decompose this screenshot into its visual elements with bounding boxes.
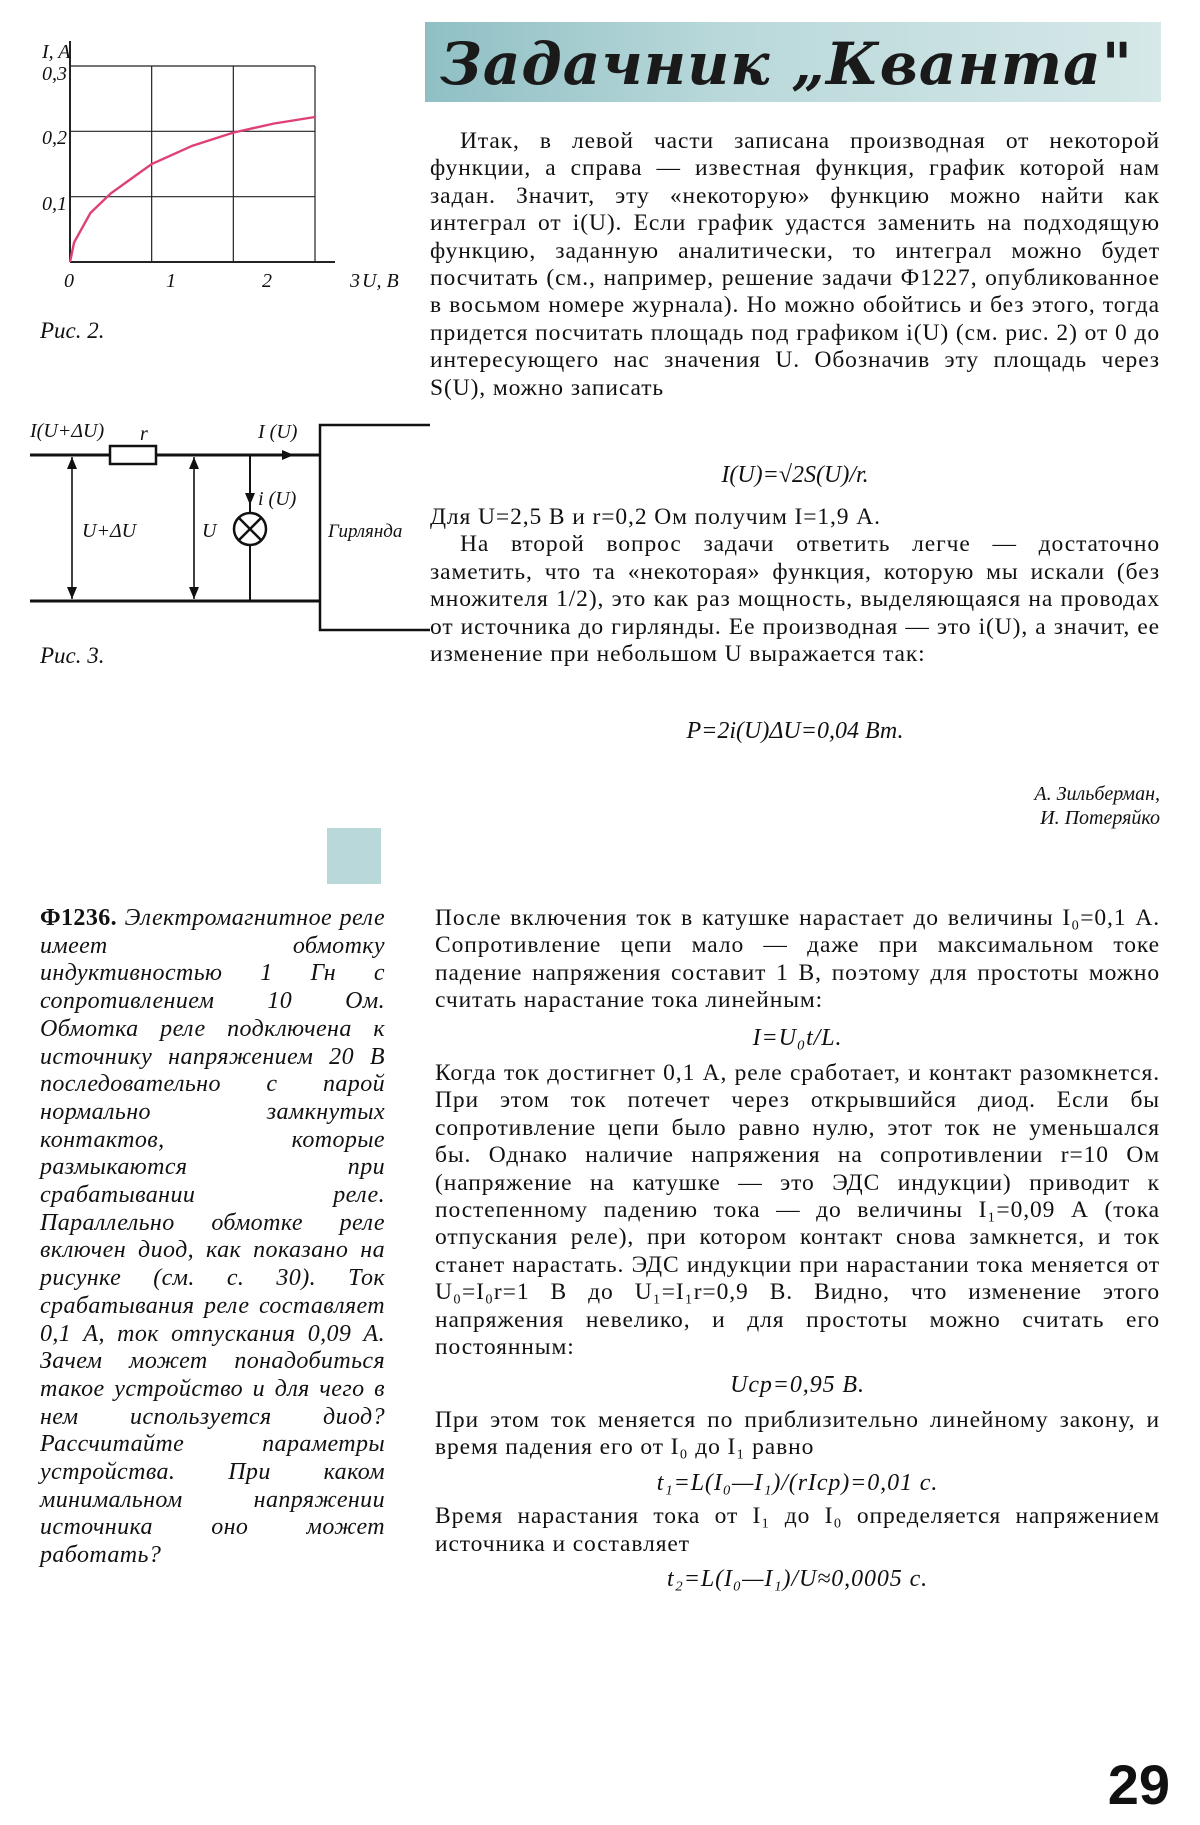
solution-2-paragraph: Когда ток достигнет 0,1 А, реле сработает, и контакт разомкнется. При этом ток потечет через открывшийся диод. Если бы сопротивление цепи было равно нулю, этот ток не уменьшался бы. Однако наличие напряжения на сопротивлении r=10 Ом (напряжение на катушке — это ЭДС индукции) приводит к постепенному падению тока — до величины I₁=0,09 А (тока отпускания реле), при котором контакт снова замкнется, и ток станет нарастать. ЭДС индукции при нарастании тока меняется от U₀=I₀r=1 В до U₁=I₁r=0,9 В. Видно, что изменение этого напряжения невелико, и для простоты можно считать его постоянным:: [435, 1060, 1160, 1361]
problem-number: Ф1236.: [40, 905, 118, 931]
formula-t1: t₁=L(I₀—I₁)/(rIср)=0,01 с.: [656, 1469, 939, 1496]
solution-1-result: [430, 504, 1160, 668]
label-lamp-current: i (U): [258, 488, 297, 510]
label-voltage: U: [202, 520, 217, 542]
figure-2-caption: Рис. 2.: [40, 318, 105, 343]
problem-f1236: [40, 905, 385, 1570]
formula-current: I(U)=√2S(U)/r.: [721, 462, 869, 488]
resistor-r: [110, 446, 156, 464]
decorative-square: [327, 828, 381, 884]
current-arrow-icon: [245, 493, 255, 505]
formula-linear-current: I=U₀t/L.: [752, 1024, 843, 1051]
solution-2-paragraph: После включения ток в катушке нарастает до величины I₀=0,1 А. Сопротивление цепи мало — даже при максимальном токе падение напряжения составит 1 В, поэтому для простоты можно считать нарастание тока линейным:: [435, 905, 1160, 1014]
authors: [800, 782, 1160, 830]
author-name: И. Потеряйко: [1040, 807, 1160, 829]
origin-label: 0: [64, 270, 74, 292]
x-tick-label: 3: [350, 270, 360, 292]
y-tick-label: 0,2: [42, 127, 67, 149]
section-title: Задачник „Кванта": [440, 30, 1133, 98]
x-tick-label: 2: [262, 270, 272, 292]
solution-1-paragraph: На второй вопрос задачи ответить легче — достаточно заметить, что та «некоторая» функция, которую мы искали (без множителя 1/2), это как раз мощность, выделяющаяся на проводах от источника до гирлянды. Ее производная — это i(U), а значит, ее изменение при небольшом U выражается так:: [430, 531, 1160, 668]
y-tick-label: 0,1: [42, 193, 67, 215]
formula-t2: t₂=L(I₀—I₁)/U≈0,0005 с.: [666, 1565, 929, 1592]
label-current: I (U): [258, 421, 298, 443]
solution-1-paragraph: Итак, в левой части записана производная от некоторой функции, а справа — известная функция, график которой нам задан. Значит, эту «некоторую» функцию можно найти как интеграл от i(U). Если график удастся заменить на подходящую функцию, заданную аналитически, то интеграл можно будет посчитать (см., например, решение задачи Ф1227, опубликованное в восьмом номере журнала). Но можно обойтись и без этого, тогда придется посчитать площадь под графиком i(U) (см. рис. 2) от 0 до интересующего нас значения U. Обозначив эту площадь через S(U), можно записать: [430, 128, 1160, 401]
figure-3-caption: Рис. 3.: [40, 643, 105, 668]
label-garland: Гирлянда: [328, 521, 403, 542]
current-arrow-icon: [282, 450, 294, 460]
solution-1-text: [430, 128, 1160, 402]
figure-2-graph: [40, 30, 420, 340]
page-number: 29: [1107, 1753, 1170, 1816]
current-voltage-curve: [70, 117, 315, 262]
solution-2-paragraph: Время нарастания тока от I₁ до I₀ определяется напряжением источника и составляет: [435, 1503, 1160, 1557]
graph-grid: [70, 41, 335, 262]
label-resistor: r: [140, 423, 148, 445]
author-name: А. Зильберман,: [1034, 783, 1160, 805]
problem-text: Электромагнитное реле имеет обмотку индуктивностью 1 Гн с сопротивлением 10 Ом. Обмотка реле подключена к источнику напряжением 20 В последовательно с парой нормально замкнутых контактов, которые размыкаются при срабатывании реле. Параллельно обмотке реле включен диод, как показано на рисунке (см. с. 30). Ток срабатывания реле составляет 0,1 А, ток отпускания 0,09 А. Зачем может понадобиться такое устройство и для чего в нем используется диод? Рассчитайте параметры устройства. При каком минимальном напряжении источника оно может работать?: [40, 905, 385, 1569]
x-axis-label: U, B: [362, 270, 399, 292]
y-axis-label: I, A: [42, 41, 71, 63]
solution-2-text: [435, 905, 1160, 1599]
label-input-current: I(U+ΔU): [30, 420, 105, 442]
figure-3-circuit: [30, 405, 430, 645]
solution-2-paragraph: При этом ток меняется по приблизительно линейному закону, и время падения его от I₀ до I₁ равно: [435, 1406, 1160, 1461]
label-voltage-total: U+ΔU: [82, 520, 137, 542]
x-tick-label: 1: [166, 270, 176, 292]
formula-u-avg: Uср=0,95 В.: [730, 1371, 865, 1398]
result-line: Для U=2,5 В и r=0,2 Ом получим I=1,9 А.: [430, 504, 881, 530]
formula-power: P=2i(U)ΔU=0,04 Вт.: [686, 718, 904, 744]
y-tick-label: 0,3: [42, 63, 67, 85]
